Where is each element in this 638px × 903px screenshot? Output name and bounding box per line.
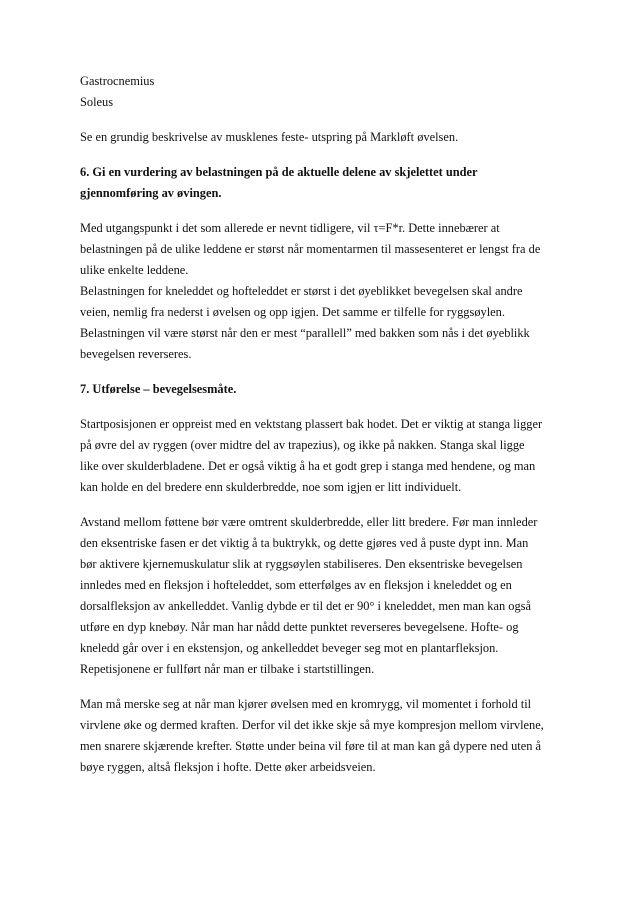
body-line: Med utgangspunkt i det som allerede er nevnt tidligere, vil τ=F*r. Dette innebærer at [80,221,500,235]
body-line: innledes med en fleksjon i hofteleddet, som etterfølges av en fleksjon i kneleddet og en [80,578,512,592]
heading-line: 7. Utførelse – bevegelsesmåte. [80,382,237,396]
body-line: ulike enkelte leddene. [80,263,189,277]
body-line: Belastningen vil være størst når den er mest “parallell” med bakken som nås i det øyeblikk [80,326,530,340]
muscle-name: Soleus [80,95,114,109]
section-6-heading [80,162,560,204]
body-line: den eksentriske fasen er det viktig å ta buktrykk, og dette gjøres ved å puste dypt inn. Man [80,536,529,550]
body-line: Avstand mellom føttene bør være omtrent skulderbredde, eller litt bredere. Før man innleder [80,515,538,529]
body-line: virvlene øke og dermed kraften. Derfor vil det ikke skje så mye kompresjon mellom virvlene, [80,718,544,732]
body-line: kan holde en del bredere enn skulderbredde, noe som igjen er litt individuelt. [80,480,462,494]
document-page [80,71,560,778]
muscle-name: Gastrocnemius [80,74,155,88]
body-line: belastningen på de ulike leddene er størst når momentarmen til massesenteret er lengst fra de [80,242,541,256]
body-line: kneledd går over i en ekstensjon, og ankelleddet beveger seg mot en plantarfleksjon. [80,641,499,655]
body-line: Startposisjonen er oppreist med en vektstang plassert bak hodet. Det er viktig at stanga ligger [80,417,543,431]
reference-text: Se en grundig beskrivelse av musklenes feste- utspring på Markløft øvelsen. [80,130,459,144]
body-line: bør aktivere kjernemuskulatur slik at ryggsøylen stabiliseres. Den eksentriske bevegelsen [80,557,523,571]
body-line: utføre en dyp knebøy. Når man har nådd dette punktet reverseres bevegelsene. Hofte- og [80,620,519,634]
body-line: på øvre del av ryggen (over midtre del av trapezius), og ikke på nakken. Stanga skal ligge [80,438,525,452]
section-6-body [80,218,560,365]
heading-line: gjennomføring av øvingen. [80,186,222,200]
body-line: Belastningen for kneleddet og hofteleddet er størst i det øyeblikket bevegelsen skal andre [80,284,523,298]
section-7-paragraph-2 [80,512,560,680]
body-line: bevegelsen reverseres. [80,347,192,361]
body-line: veien, nemlig fra nederst i øvelsen og opp igjen. Det samme er tilfelle for ryggsøylen. [80,305,505,319]
reference-paragraph [80,127,560,148]
heading-line: 6. Gi en vurdering av belastningen på de aktuelle delene av skjelettet under [80,165,478,179]
muscle-list [80,71,560,113]
body-line: bøye ryggen, altså fleksjon i hofte. Dette øker arbeidsveien. [80,760,376,774]
body-line: dorsalfleksjon av ankelleddet. Vanlig dybde er til det er 90° i kneleddet, men man kan også [80,599,532,613]
section-7-paragraph-3 [80,694,560,778]
section-7-heading [80,379,560,400]
section-7-paragraph-1 [80,414,560,498]
body-line: like over skulderbladene. Det er også viktig å ha et godt grep i stanga med hendene, og man [80,459,536,473]
body-line: Repetisjonene er fullført når man er tilbake i startstillingen. [80,662,375,676]
body-line: Man må merske seg at når man kjører øvelsen med en kromrygg, vil momentet i forhold til [80,697,532,711]
body-line: men snarere skjærende krefter. Støtte under beina vil føre til at man kan gå dypere ned uten å [80,739,542,753]
